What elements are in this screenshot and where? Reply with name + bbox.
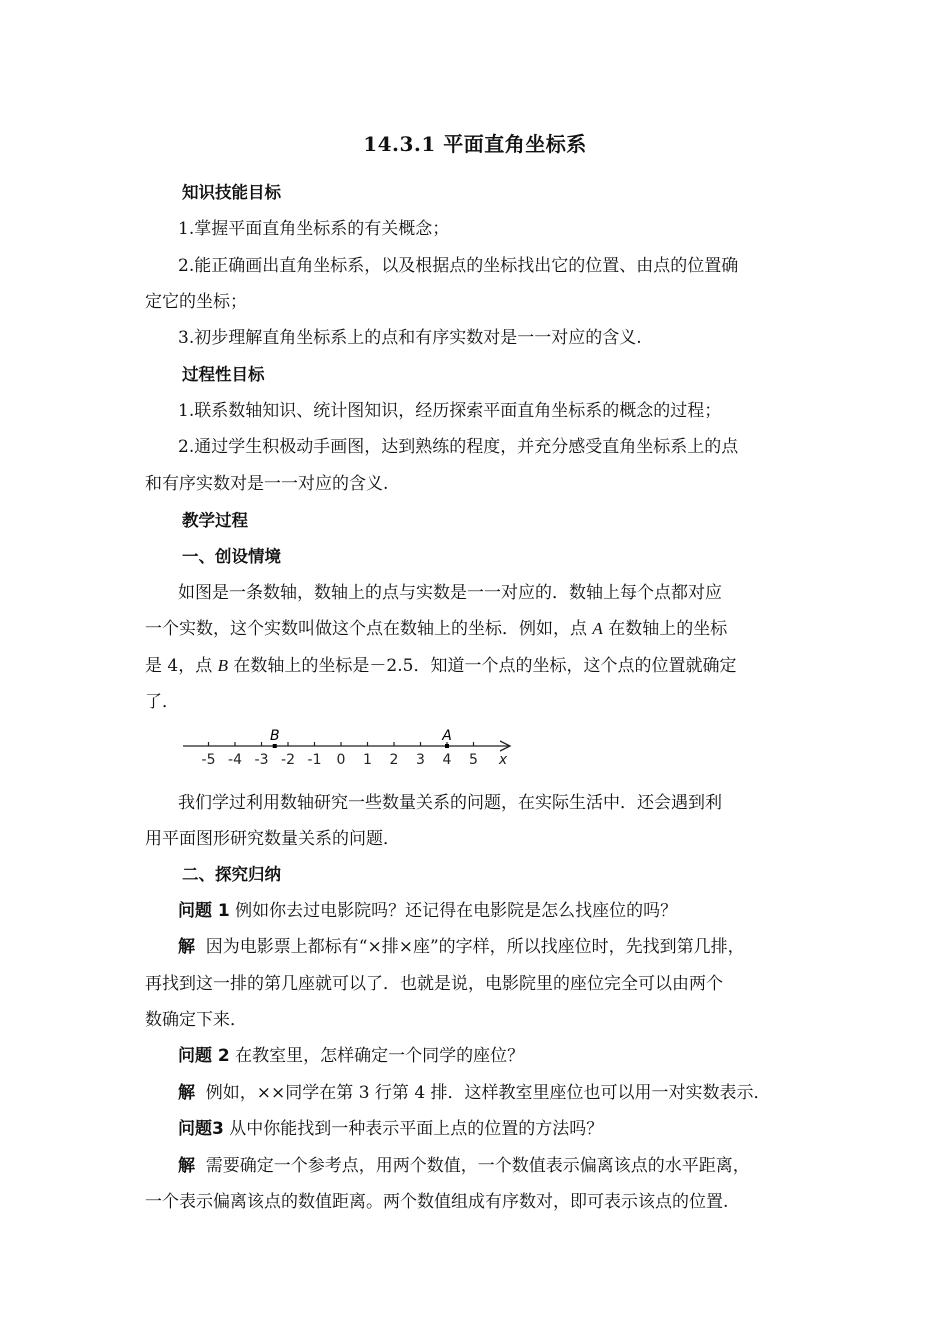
tick-label: 5 (469, 752, 478, 768)
knowledge-item-2: 2.能正确画出直角坐标系，以及根据点的坐标找出它的位置、由点的位置确 (178, 256, 739, 276)
answer-2-text: 例如，××同学在第 3 行第 4 排．这样教室里座位也可以用一对实数表示． (195, 1083, 771, 1103)
tick-label: 2 (389, 752, 399, 768)
tick-label: -5 (201, 752, 216, 768)
part2-heading: 二、探究归纳 (182, 865, 281, 884)
question-3-label: 问题3 (178, 1119, 224, 1139)
point-marker (273, 744, 277, 748)
tick-label: 1 (363, 752, 372, 768)
section-heading-knowledge: 知识技能目标 (182, 183, 281, 202)
tick-label: -1 (307, 752, 322, 768)
answer-1-line3: 数确定下来． (145, 1010, 247, 1030)
tick-label: -3 (254, 752, 269, 768)
point-marker (445, 744, 449, 748)
question-2-label: 问题 2 (178, 1046, 230, 1066)
answer-3-line1 (178, 1155, 848, 1177)
part1-p1-line2 (145, 618, 815, 640)
answer-1-line1 (178, 936, 848, 958)
part1-p2-line1: 我们学过利用数轴研究一些数量关系的问题，在实际生活中．还会遇到利 (178, 793, 722, 813)
process-item-2-cont: 和有序实数对是一一对应的含义. (145, 474, 389, 494)
question-3-text: 从中你能找到一种表示平面上点的位置的方法吗？ (223, 1119, 604, 1139)
tick-label: 0 (336, 752, 346, 768)
knowledge-item-1: 1.掌握平面直角坐标系的有关概念； (178, 219, 450, 239)
answer-3-line2: 一个表示偏离该点的数值距离。两个数值组成有序数对，即可表示该点的位置. (145, 1192, 729, 1212)
tick-label: 4 (442, 752, 452, 768)
text: 在数轴上的坐标 (602, 619, 728, 639)
point-label: A (442, 728, 452, 744)
part1-p1-line1: 如图是一条数轴，数轴上的点与实数是一一对应的．数轴上每个点都对应 (178, 583, 722, 603)
part1-p1-line3 (145, 655, 815, 677)
answer-1-line2: 再找到这一排的第几座就可以了．也就是说，电影院里的座位完全可以由两个 (145, 974, 723, 994)
section-heading-teaching: 教学过程 (182, 511, 248, 530)
question-2 (178, 1045, 848, 1067)
text: 是 4，点 (145, 656, 218, 676)
part1-p1-line4: 了． (145, 692, 179, 712)
tick-label: 3 (416, 752, 425, 768)
number-line-figure (175, 722, 520, 772)
axis-label: x (498, 752, 508, 768)
question-1-text: 例如你去过电影院吗？还记得在电影院是怎么找座位的吗？ (229, 901, 678, 921)
answer-1-label: 解 (178, 937, 195, 957)
page-title: 14.3.1 平面直角坐标系 (363, 132, 587, 156)
tick-label: -4 (228, 752, 242, 768)
text: 一个实数，这个实数叫做这个点在数轴上的坐标．例如，点 (145, 619, 593, 639)
process-item-1: 1.联系数轴知识、统计图知识，经历探索平面直角坐标系的概念的过程； (178, 401, 722, 421)
question-1-label: 问题 1 (178, 901, 230, 921)
process-item-2: 2.通过学生积极动手画图，达到熟练的程度，并充分感受直角坐标系上的点 (178, 437, 739, 457)
point-label: B (269, 728, 280, 744)
tick-label: -2 (281, 752, 295, 768)
answer-3-label: 解 (178, 1156, 195, 1176)
text: 在数轴上的坐标是－2.5．知道一个点的坐标，这个点的位置就确定 (228, 656, 737, 676)
knowledge-item-3: 3.初步理解直角坐标系上的点和有序实数对是一一对应的含义. (178, 328, 642, 348)
answer-2-line1 (178, 1082, 848, 1104)
part1-heading: 一、创设情境 (182, 547, 281, 566)
answer-2-label: 解 (178, 1083, 195, 1103)
knowledge-item-2-cont: 定它的坐标； (145, 292, 247, 312)
answer-1-text: 因为电影票上都标有“×排×座”的字样，所以找座位时，先找到第几排， (195, 937, 745, 957)
point-a-label: A (592, 619, 603, 638)
point-b-label: B (217, 656, 229, 675)
part1-p2-line2: 用平面图形研究数量关系的问题． (145, 829, 400, 849)
question-2-text: 在教室里，怎样确定一个同学的座位？ (229, 1046, 525, 1066)
answer-3-text: 需要确定一个参考点，用两个数值，一个数值表示偏离该点的水平距离， (195, 1156, 750, 1176)
section-heading-process: 过程性目标 (182, 365, 265, 384)
question-1 (178, 900, 848, 922)
question-3 (178, 1118, 848, 1140)
